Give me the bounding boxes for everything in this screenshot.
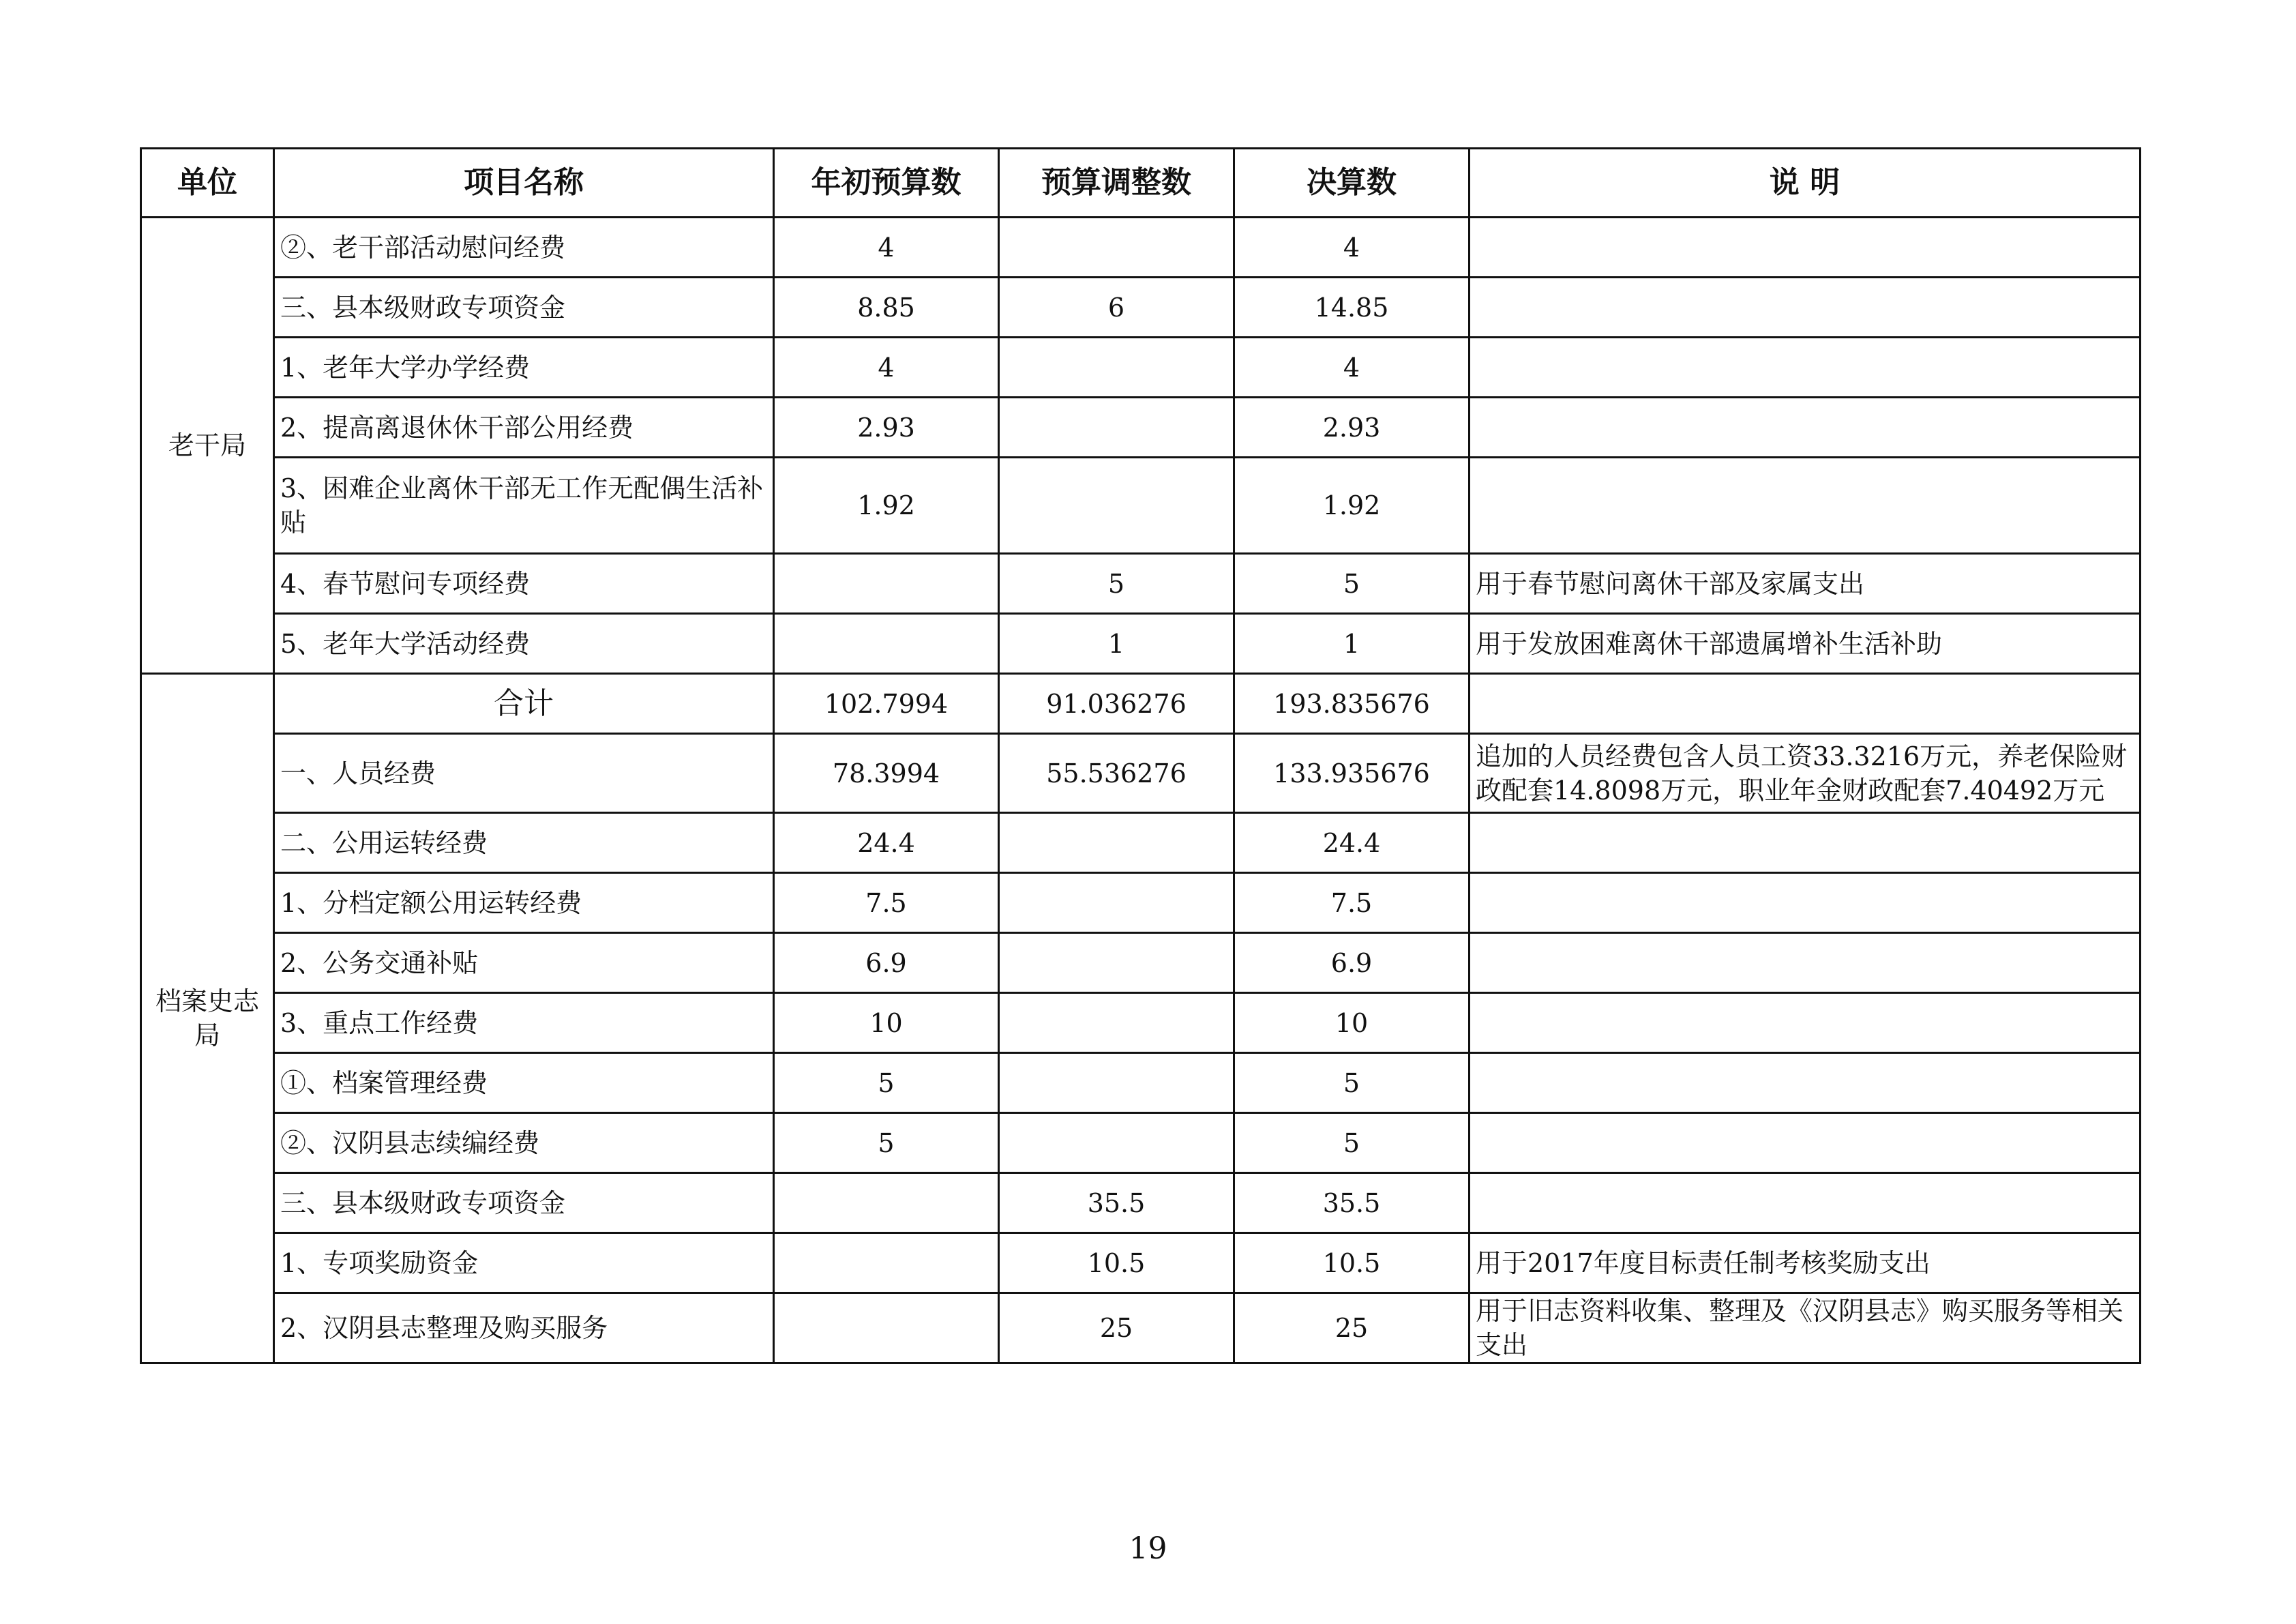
note-cell [1470,338,2141,398]
adjust-cell: 6 [999,278,1234,338]
final-cell: 5 [1234,1053,1470,1113]
header-adjust: 预算调整数 [999,149,1234,218]
final-cell: 14.85 [1234,278,1470,338]
initial-cell: 2.93 [774,398,999,458]
final-cell: 4 [1234,338,1470,398]
final-cell: 10.5 [1234,1233,1470,1293]
item-cell: 2、公务交通补贴 [274,933,774,993]
item-cell: 三、县本级财政专项资金 [274,1173,774,1233]
final-cell: 7.5 [1234,873,1470,933]
initial-cell: 78.3994 [774,734,999,813]
note-cell [1470,873,2141,933]
adjust-cell: 5 [999,554,1234,614]
header-final: 决算数 [1234,149,1470,218]
note-cell [1470,458,2141,554]
item-cell: 3、困难企业离休干部无工作无配偶生活补贴 [274,458,774,554]
initial-cell [774,614,999,674]
item-cell: 一、人员经费 [274,734,774,813]
table-row [141,1233,2141,1293]
item-cell: 5、老年大学活动经费 [274,614,774,674]
initial-cell: 8.85 [774,278,999,338]
final-cell: 193.835676 [1234,674,1470,734]
adjust-cell [999,338,1234,398]
final-cell: 25 [1234,1293,1470,1363]
adjust-cell: 1 [999,614,1234,674]
table-row [141,734,2141,813]
table-row [141,458,2141,554]
note-cell [1470,674,2141,734]
table-row [141,674,2141,734]
final-cell: 35.5 [1234,1173,1470,1233]
initial-cell: 4 [774,218,999,278]
unit-cell: 档案史志局 [141,674,274,1363]
initial-cell: 1.92 [774,458,999,554]
item-cell: 二、公用运转经费 [274,813,774,873]
final-cell: 133.935676 [1234,734,1470,813]
initial-cell: 10 [774,993,999,1053]
note-cell [1470,1113,2141,1173]
adjust-cell [999,218,1234,278]
initial-cell: 102.7994 [774,674,999,734]
initial-cell: 4 [774,338,999,398]
note-cell [1470,1173,2141,1233]
item-cell: 合计 [274,674,774,734]
final-cell: 4 [1234,218,1470,278]
adjust-cell: 55.536276 [999,734,1234,813]
adjust-cell: 25 [999,1293,1234,1363]
adjust-cell [999,398,1234,458]
table-row [141,398,2141,458]
final-cell: 1.92 [1234,458,1470,554]
adjust-cell: 35.5 [999,1173,1234,1233]
final-cell: 6.9 [1234,933,1470,993]
adjust-cell: 91.036276 [999,674,1234,734]
note-cell [1470,398,2141,458]
header-item: 项目名称 [274,149,774,218]
header-note: 说 明 [1470,149,2141,218]
note-cell [1470,218,2141,278]
table-row [141,813,2141,873]
item-cell: 4、春节慰问专项经费 [274,554,774,614]
table-row [141,1173,2141,1233]
table-row [141,554,2141,614]
final-cell: 1 [1234,614,1470,674]
adjust-cell [999,1053,1234,1113]
unit-cell: 老干局 [141,218,274,674]
item-cell: 2、提高离退休休干部公用经费 [274,398,774,458]
adjust-cell [999,1113,1234,1173]
final-cell: 10 [1234,993,1470,1053]
final-cell: 24.4 [1234,813,1470,873]
note-cell [1470,933,2141,993]
note-cell: 用于2017年度目标责任制考核奖励支出 [1470,1233,2141,1293]
table-row [141,338,2141,398]
item-cell: 2、汉阴县志整理及购买服务 [274,1293,774,1363]
table-row [141,933,2141,993]
adjust-cell: 10.5 [999,1233,1234,1293]
note-cell: 用于春节慰问离休干部及家属支出 [1470,554,2141,614]
adjust-cell [999,993,1234,1053]
header-row [141,149,2141,218]
note-cell: 用于发放困难离休干部遗属增补生活补助 [1470,614,2141,674]
initial-cell [774,554,999,614]
note-cell: 追加的人员经费包含人员工资33.3216万元，养老保险财政配套14.8098万元，职业年金财政配套7.40492万元 [1470,734,2141,813]
table-row [141,1293,2141,1363]
page-number: 19 [1129,1531,1167,1566]
header-unit: 单位 [141,149,274,218]
table-row [141,278,2141,338]
initial-cell: 5 [774,1113,999,1173]
note-cell [1470,278,2141,338]
initial-cell: 6.9 [774,933,999,993]
note-cell [1470,813,2141,873]
initial-cell: 7.5 [774,873,999,933]
final-cell: 5 [1234,554,1470,614]
item-cell: 3、重点工作经费 [274,993,774,1053]
budget-table [140,147,2141,1364]
item-cell: ②、汉阴县志续编经费 [274,1113,774,1173]
header-initial: 年初预算数 [774,149,999,218]
table-row [141,1053,2141,1113]
item-cell: 1、老年大学办学经费 [274,338,774,398]
note-cell [1470,1053,2141,1113]
adjust-cell [999,933,1234,993]
initial-cell: 24.4 [774,813,999,873]
table-row [141,993,2141,1053]
note-cell [1470,993,2141,1053]
initial-cell: 5 [774,1053,999,1113]
final-cell: 2.93 [1234,398,1470,458]
item-cell: ②、老干部活动慰问经费 [274,218,774,278]
note-cell: 用于旧志资料收集、整理及《汉阴县志》购买服务等相关支出 [1470,1293,2141,1363]
table-row [141,614,2141,674]
item-cell: 1、专项奖励资金 [274,1233,774,1293]
item-cell: 三、县本级财政专项资金 [274,278,774,338]
adjust-cell [999,813,1234,873]
final-cell: 5 [1234,1113,1470,1173]
initial-cell [774,1173,999,1233]
table-row [141,873,2141,933]
table-row [141,1113,2141,1173]
table-row [141,218,2141,278]
adjust-cell [999,873,1234,933]
item-cell: 1、分档定额公用运转经费 [274,873,774,933]
item-cell: ①、档案管理经费 [274,1053,774,1113]
initial-cell [774,1233,999,1293]
adjust-cell [999,458,1234,554]
initial-cell [774,1293,999,1363]
